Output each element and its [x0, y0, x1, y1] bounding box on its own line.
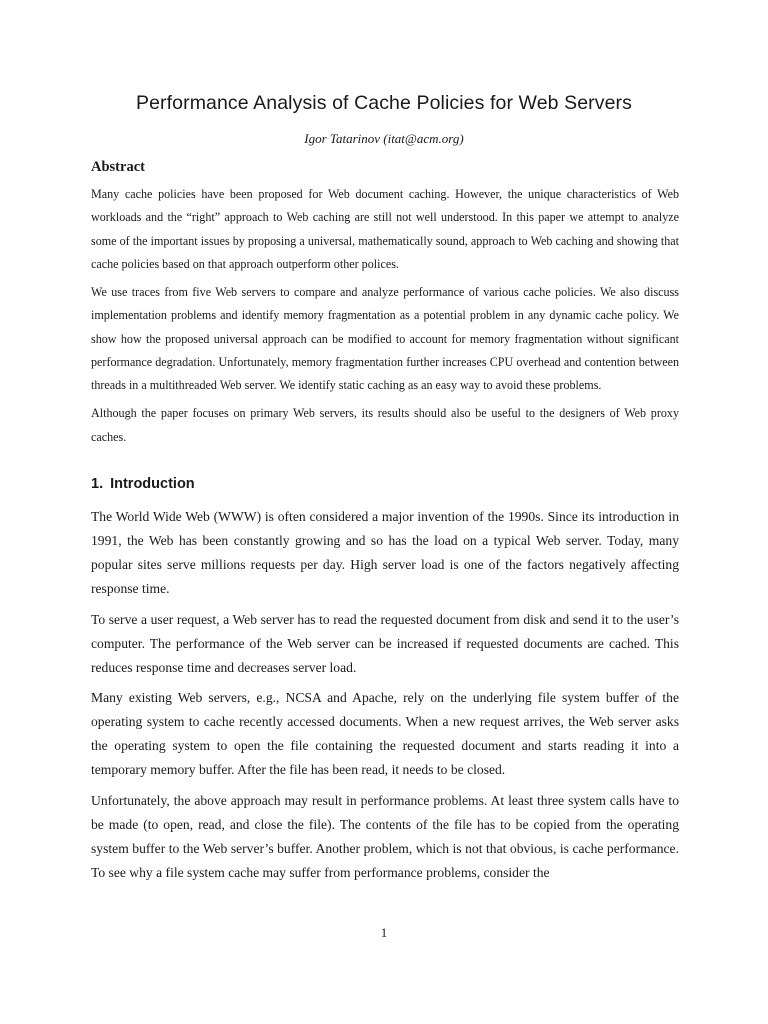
abstract-paragraph: Although the paper focuses on primary Web servers, its results should also be useful to the designers of Web proxy caches.: [91, 406, 679, 444]
paper-author: Igor Tatarinov (itat@acm.org): [304, 131, 464, 146]
abstract-paragraph: We use traces from five Web servers to compare and analyze performance of various cache policies. We also discuss implementation problems and identify memory fragmentation as a potential problem in any dynamic cache policy. We show how the proposed universal approach can be modified to account for memory fragmentation without significant performance degradation. Unfortunately, memory fragmentation further increases CPU overhead and contention between threads in a multithreaded Web server. We identify static caching as an easy way to avoid these problems.: [91, 284, 679, 393]
section-number: 1.: [91, 476, 104, 492]
body-paragraph: The World Wide Web (WWW) is often considered a major invention of the 1990s. Since its introduction in 1991, the Web has been constantly growing and so has the load on a typical Web server. Today, many popular sites serve millions requests per day. High server load is one of the factors negatively affecting response time.: [91, 509, 679, 596]
abstract-body: [91, 183, 679, 454]
section-heading-introduction: [91, 476, 195, 492]
body-paragraph: Unfortunately, the above approach may result in performance problems. At least three system calls have to be made (to open, read, and close the file). The contents of the file has to be copied from the operating system buffer to the Web server’s buffer. Another problem, which is not that obvious, is cache performance. To see why a file system cache may suffer from performance problems, consider the: [91, 792, 679, 880]
body-paragraph: To serve a user request, a Web server has to read the requested document from disk and send it to the user’s computer. The performance of the Web server can be increased if requested documents are cached. This reduces response time and decreases server load.: [91, 611, 679, 675]
section-title: Introduction: [110, 476, 195, 492]
abstract-heading: Abstract: [91, 159, 145, 175]
body-paragraph: Many existing Web servers, e.g., NCSA and Apache, rely on the underlying file system buffer of the operating system to cache recently accessed documents. When a new request arrives, the Web server asks the operating system to open the file containing the requested document and starts reading it into a temporary memory buffer. After the file has been read, it needs to be closed.: [91, 690, 679, 777]
abstract-paragraph: Many cache policies have been proposed for Web document caching. However, the unique characteristics of Web workloads and the “right” approach to Web caching are still not well understood. In this paper we attempt to analyze some of the important issues by proposing a universal, mathematically sound, approach to Web caching and showing that cache policies based on that approach outperform other polices.: [91, 187, 679, 271]
paper-title: Performance Analysis of Cache Policies for Web Servers: [136, 92, 632, 114]
page-number: 1: [380, 925, 388, 940]
introduction-body: [91, 505, 679, 891]
